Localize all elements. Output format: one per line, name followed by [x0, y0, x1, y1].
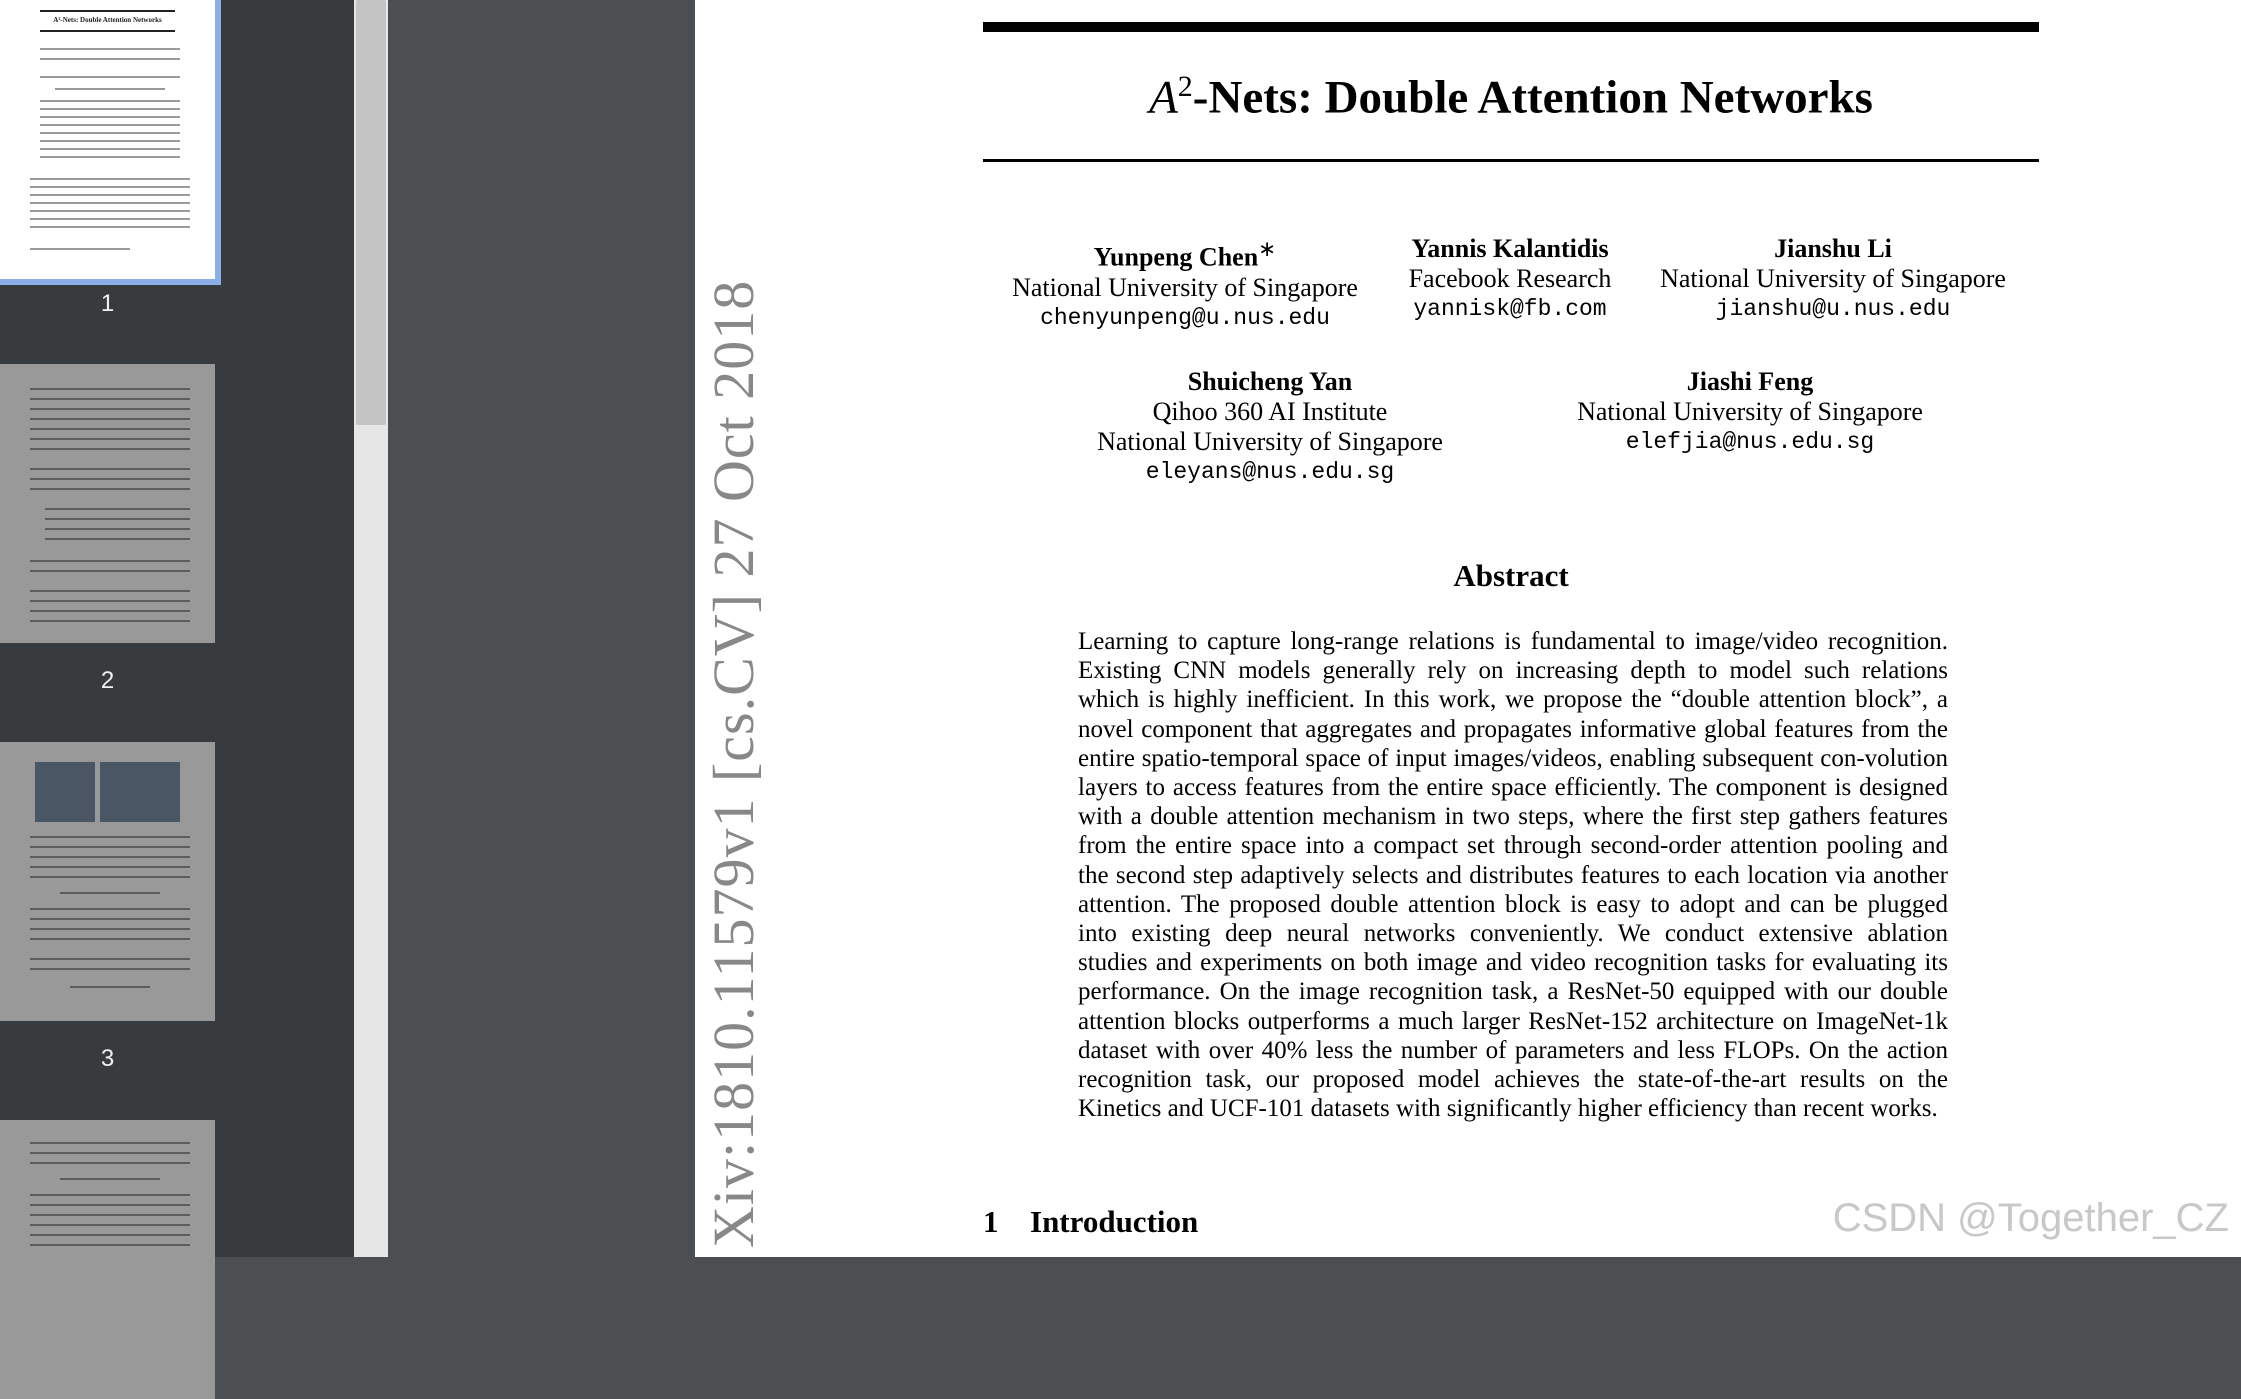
title-rest: -Nets: Double Attention Networks	[1192, 71, 1873, 124]
author-name: Yannis Kalantidis	[1411, 234, 1609, 263]
author-block	[1090, 367, 1450, 487]
section-heading	[983, 1204, 1198, 1240]
author-email[interactable]: elefjia@nus.edu.sg	[1625, 429, 1875, 455]
watermark: CSDN @Together_CZ	[1832, 1196, 2229, 1240]
abstract-text: Learning to capture long-range relations is fundamental to image/video recognition. Existing CNN models generally rely on increasing depth to model such relations which is highly inefficient. In this work, we propose the “double attention block”, a novel component that aggregates and propagates informative global features from the entire spatio-temporal space of input images/videos, enabling subsequent con-volution layers to access features from the entire space efficiently. The component is designed with a double attention mechanism in two steps, where the first step gathers features from the entire space into a compact set through second-order attention pooling and the second step adaptively selects and distributes features to each location via another attention. The proposed double attention block is easy to adopt and can be plugged into existing deep neural networks conveniently. We conduct extensive ablation studies and experiments on both image and video recognition tasks for evaluating its performance. On the image recognition task, a ResNet-50 equipped with our double attention blocks outperforms a much larger ResNet-152 architecture on ImageNet-1k dataset with over 40% less the number of parameters and less FLOPs. On the action recognition task, our proposed model achieves the state-of-the-art results on the Kinetics and UCF-101 datasets with significantly higher efficiency than recent works.	[1078, 628, 1948, 1123]
document-background	[388, 0, 695, 1257]
page-number-label: 2	[100, 667, 115, 694]
author-name: Jianshu Li	[1774, 234, 1892, 263]
author-block	[1570, 367, 1930, 457]
author-email[interactable]: yannisk@fb.com	[1413, 296, 1607, 322]
author-mark: ∗	[1258, 237, 1277, 261]
section-title: Introduction	[1030, 1204, 1199, 1239]
title-superscript: 2	[1177, 70, 1193, 103]
author-email[interactable]: jianshu@u.nus.edu	[1715, 296, 1951, 322]
author-affiliation: National University of Singapore	[1660, 264, 2006, 293]
page-number-label: 1	[100, 290, 115, 317]
page-thumbnail-3[interactable]	[0, 742, 215, 1021]
author-block	[1653, 234, 2013, 324]
author-name: Jiashi Feng	[1686, 367, 1814, 396]
author-affiliation: National University of Singapore	[1577, 397, 1923, 426]
paper-title	[983, 70, 2039, 125]
author-affiliation: National University of Singapore	[1012, 272, 1358, 302]
section-number: 1	[983, 1204, 999, 1239]
sidebar-scrollbar-thumb[interactable]	[356, 0, 386, 425]
abstract-heading: Abstract	[1453, 558, 1569, 593]
author-affiliation: Qihoo 360 AI Institute	[1152, 397, 1388, 426]
arxiv-stamp: Xiv:1810.11579v1 [cs.CV] 27 Oct 2018	[701, 279, 766, 1248]
author-name: Yunpeng Chen	[1093, 242, 1259, 272]
title-top-rule	[983, 22, 2039, 32]
page-thumbnail-1[interactable]	[0, 0, 215, 279]
author-affiliation-2: National University of Singapore	[1097, 427, 1443, 456]
title-bottom-rule	[983, 159, 2039, 162]
page-thumbnail-4[interactable]	[0, 1120, 215, 1399]
page-thumbnail-2[interactable]	[0, 364, 215, 643]
author-affiliation: Facebook Research	[1408, 264, 1612, 293]
author-block	[1390, 234, 1630, 324]
author-email[interactable]: chenyunpeng@u.nus.edu	[1040, 304, 1330, 331]
author-name: Shuicheng Yan	[1187, 367, 1353, 396]
author-email[interactable]: eleyans@nus.edu.sg	[1145, 459, 1395, 485]
author-block	[1005, 234, 1365, 333]
thumbnail-title: A²-Nets: Double Attention Networks	[53, 16, 162, 24]
page-number-label: 3	[100, 1045, 115, 1072]
title-prefix: A	[1149, 71, 1178, 124]
thumbnail-sidebar	[0, 0, 354, 1257]
